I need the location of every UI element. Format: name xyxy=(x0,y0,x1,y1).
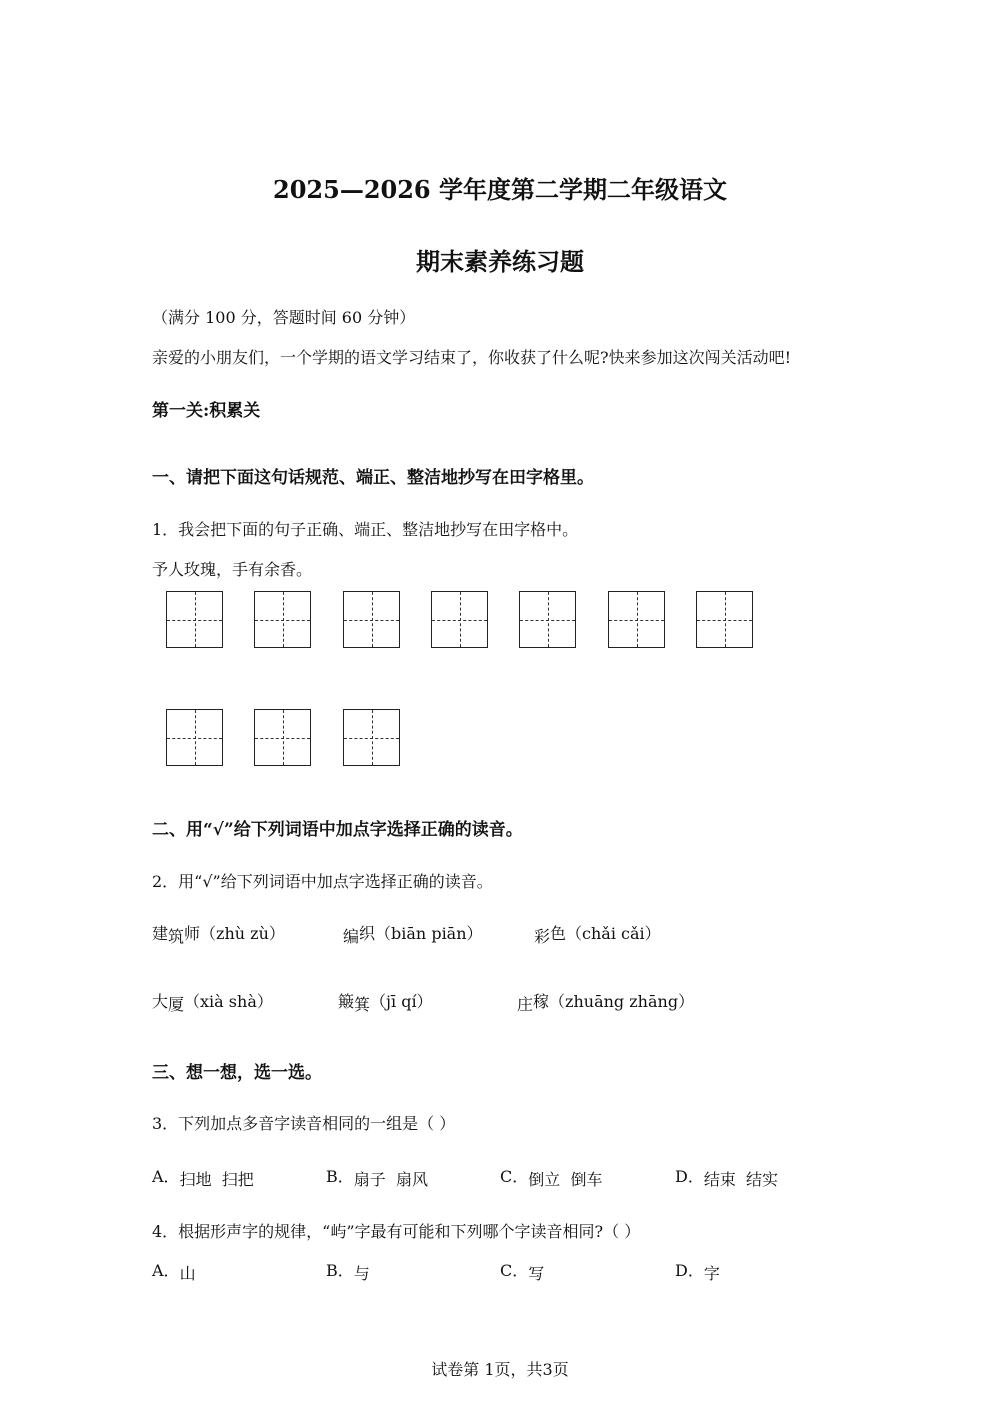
pinyin-item[interactable]: 簸箕（jī qí） xyxy=(338,992,433,1014)
q4-option-c[interactable]: C．写 xyxy=(500,1261,545,1283)
tianzige-box[interactable] xyxy=(254,709,311,766)
score-note: （满分 100 分，答题时间 60 分钟） xyxy=(152,308,416,327)
q4-option-d[interactable]: D．字 xyxy=(675,1261,720,1283)
q4-option-a[interactable]: A．山 xyxy=(152,1261,196,1283)
tianzige-box[interactable] xyxy=(166,709,223,766)
page-footer: 试卷第 1页，共3页 xyxy=(431,1360,569,1379)
tianzige-box[interactable] xyxy=(431,591,488,648)
question-1: 1．我会把下面的句子正确、端正、整洁地抄写在田字格中。 xyxy=(152,520,579,539)
pinyin-item[interactable]: 建筑师（zhù zù） xyxy=(152,924,285,946)
dotted-char: 箕 xyxy=(354,995,371,1014)
tianzige-box[interactable] xyxy=(343,709,400,766)
q4-option-b[interactable]: B．与 xyxy=(326,1261,370,1283)
section2-heading: 二、用“√”给下列词语中加点字选择正确的读音。 xyxy=(152,820,523,840)
section3-heading: 三、想一想，选一选。 xyxy=(152,1063,322,1083)
pinyin-options: （zhuāng zhāng） xyxy=(549,992,695,1011)
page-title-line1: 2025—2026 学年度第二学期二年级语文 xyxy=(273,175,727,204)
pinyin-options: （zhù zù） xyxy=(200,924,285,943)
pinyin-item[interactable]: 庄稼（zhuāng zhāng） xyxy=(517,992,695,1014)
pinyin-item[interactable]: 大厦（xià shà） xyxy=(152,992,273,1014)
dotted-char: 织 xyxy=(359,924,376,943)
tianzige-box[interactable] xyxy=(254,591,311,648)
dotted-char: 筑 xyxy=(168,927,185,946)
tianzige-box[interactable] xyxy=(608,591,665,648)
copy-sentence: 予人玫瑰，手有余香。 xyxy=(152,560,313,579)
tianzige-box[interactable] xyxy=(696,591,753,648)
intro-text: 亲爱的小朋友们，一个学期的语文学习结束了，你收获了什么呢?快来参加这次闯关活动吧! xyxy=(152,348,792,367)
q3-option-d[interactable]: D．结束 结实 xyxy=(675,1167,779,1189)
page-title-line2: 期末素养练习题 xyxy=(416,247,584,276)
level-heading: 第一关:积累关 xyxy=(152,401,261,421)
question-3: 3．下列加点多音字读音相同的一组是（ ） xyxy=(152,1114,456,1133)
pinyin-item[interactable]: 彩色（chǎi cǎi） xyxy=(534,924,661,946)
pinyin-options: （biān piān） xyxy=(375,924,483,943)
dotted-char: 庄 xyxy=(517,995,534,1014)
pinyin-options: （jī qí） xyxy=(370,992,433,1011)
q3-option-b[interactable]: B．扇子 扇风 xyxy=(326,1167,428,1189)
tianzige-box[interactable] xyxy=(519,591,576,648)
section1-heading: 一、请把下面这句话规范、端正、整洁地抄写在田字格里。 xyxy=(152,468,594,488)
pinyin-options: （chǎi cǎi） xyxy=(566,924,661,943)
question-2: 2．用“√”给下列词语中加点字选择正确的读音。 xyxy=(152,872,493,891)
tianzige-box[interactable] xyxy=(166,591,223,648)
tianzige-box[interactable] xyxy=(343,591,400,648)
q3-option-a[interactable]: A．扫地 扫把 xyxy=(152,1167,254,1189)
q3-option-c[interactable]: C．倒立 倒车 xyxy=(500,1167,603,1189)
pinyin-item[interactable]: 编织（biān piān） xyxy=(343,924,483,946)
dotted-char: 彩 xyxy=(534,927,551,946)
question-4: 4．根据形声字的规律，“屿”字最有可能和下列哪个字读音相同?（ ） xyxy=(152,1222,641,1241)
dotted-char: 厦 xyxy=(168,995,185,1014)
pinyin-options: （xià shà） xyxy=(184,992,273,1011)
